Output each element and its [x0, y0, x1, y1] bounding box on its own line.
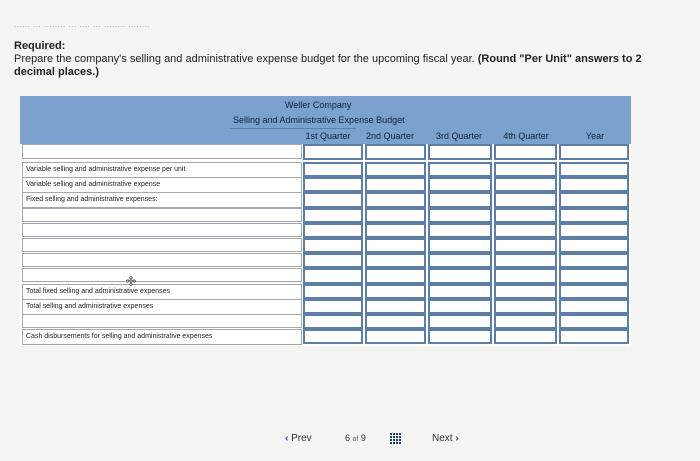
amount-input-r13-q1[interactable] [303, 329, 363, 344]
total-pages: 9 [360, 433, 366, 443]
pagination [277, 428, 487, 450]
fixed-expense-name-input-1[interactable] [22, 208, 302, 222]
amount-input-r2-q3[interactable] [428, 162, 492, 177]
amount-input-r5-year[interactable] [559, 208, 629, 223]
amount-input-r6-q4[interactable] [494, 223, 557, 238]
amount-input-r1-q2[interactable] [365, 144, 426, 160]
amount-input-r5-q4[interactable] [494, 208, 557, 223]
amount-input-r4-q3[interactable] [428, 192, 492, 208]
amount-input-r7-q1[interactable] [303, 238, 363, 253]
col-header-year: Year [585, 131, 605, 141]
amount-input-r8-q1[interactable] [303, 253, 363, 268]
budget-title: Selling and Administrative Expense Budget [233, 115, 405, 125]
amount-input-r8-q3[interactable] [428, 253, 492, 268]
amount-input-r12-year[interactable] [559, 314, 629, 329]
grid-icon[interactable] [390, 433, 401, 444]
amount-input-r12-q1[interactable] [303, 314, 363, 329]
amount-input-r5-q2[interactable] [365, 208, 426, 223]
fixed-expense-name-input-5[interactable] [22, 268, 302, 282]
amount-input-r10-q2[interactable] [365, 284, 426, 299]
company-name: Weller Company [285, 100, 352, 110]
amount-input-r9-q3[interactable] [428, 268, 492, 284]
amount-input-r13-q4[interactable] [494, 329, 557, 344]
amount-input-r11-q3[interactable] [428, 299, 492, 314]
amount-input-r4-q2[interactable] [365, 192, 426, 208]
fixed-expense-name-input-3[interactable] [22, 238, 302, 252]
amount-input-r3-year[interactable] [559, 177, 629, 192]
amount-input-r13-year[interactable] [559, 329, 629, 344]
amount-input-r7-year[interactable] [559, 238, 629, 253]
amount-input-r6-q1[interactable] [303, 223, 363, 238]
amount-input-r1-q4[interactable] [494, 144, 557, 160]
row-label-variable-per-unit: Variable selling and administrative expense per unit [22, 162, 302, 178]
current-page: 6 [345, 433, 351, 443]
next-button[interactable] [432, 433, 459, 444]
instruction-text: Prepare the company's selling and administrative expense budget for the upcoming fiscal year. [14, 53, 475, 65]
amount-input-r9-q2[interactable] [365, 268, 426, 284]
cropped-top-text: ...... ... ........ ... .... ... ........ ........ [14, 20, 151, 29]
fixed-expense-name-input-2[interactable] [22, 223, 302, 237]
amount-input-r1-year[interactable] [559, 144, 629, 160]
header-divider [230, 128, 356, 129]
amount-input-r6-year[interactable] [559, 223, 629, 238]
row-label-total-expenses: Total selling and administrative expenses [22, 299, 302, 315]
col-header-q3: 3rd Quarter [435, 131, 483, 141]
amount-input-r11-q4[interactable] [494, 299, 557, 314]
amount-input-r5-q3[interactable] [428, 208, 492, 223]
amount-input-r4-year[interactable] [559, 192, 629, 208]
amount-input-r3-q2[interactable] [365, 177, 426, 192]
amount-input-r8-q2[interactable] [365, 253, 426, 268]
amount-input-r6-q3[interactable] [428, 223, 492, 238]
page-of: of [352, 436, 359, 443]
blank-row-label-1 [22, 144, 302, 159]
amount-input-r13-q3[interactable] [428, 329, 492, 344]
amount-input-r2-q1[interactable] [303, 162, 363, 177]
table-header [20, 96, 631, 144]
amount-input-r9-q1[interactable] [303, 268, 363, 284]
amount-input-r3-q4[interactable] [494, 177, 557, 192]
amount-input-r10-q3[interactable] [428, 284, 492, 299]
required-heading: Required: [14, 40, 66, 52]
amount-input-r6-q2[interactable] [365, 223, 426, 238]
amount-input-r7-q2[interactable] [365, 238, 426, 253]
next-label: Next [432, 433, 453, 444]
amount-input-r10-year[interactable] [559, 284, 629, 299]
col-header-q2: 2nd Quarter [365, 131, 415, 141]
amount-input-r4-q4[interactable] [494, 192, 557, 208]
row-label-total-fixed: Total fixed selling and administrative expenses [22, 284, 302, 300]
amount-input-r3-q1[interactable] [303, 177, 363, 192]
amount-input-r8-q4[interactable] [494, 253, 557, 268]
amount-input-r11-q1[interactable] [303, 299, 363, 314]
amount-input-r5-q1[interactable] [303, 208, 363, 223]
blank-row-label-2 [22, 314, 302, 328]
row-label-cash-disbursements: Cash disbursements for selling and administrative expenses [22, 329, 302, 345]
amount-input-r10-q4[interactable] [494, 284, 557, 299]
row-label-fixed-expenses: Fixed selling and administrative expenses: [22, 192, 302, 208]
amount-input-r7-q3[interactable] [428, 238, 492, 253]
prev-button[interactable] [285, 433, 312, 444]
amount-input-r11-q2[interactable] [365, 299, 426, 314]
required-instructions [14, 53, 654, 79]
col-header-q4: 4th Quarter [503, 131, 549, 141]
move-cursor-icon [126, 276, 136, 286]
amount-input-r1-q3[interactable] [428, 144, 492, 160]
budget-table [20, 96, 631, 346]
amount-input-r1-q1[interactable] [303, 144, 363, 160]
rounding-note: (Round "Per Unit" answers to 2 decimal places.) [14, 53, 642, 78]
amount-input-r7-q4[interactable] [494, 238, 557, 253]
amount-input-r11-year[interactable] [559, 299, 629, 314]
prev-label: Prev [291, 433, 312, 444]
amount-input-r4-q1[interactable] [303, 192, 363, 208]
page-indicator [345, 433, 366, 443]
amount-input-r9-year[interactable] [559, 268, 629, 284]
amount-input-r2-year[interactable] [559, 162, 629, 177]
chevron-left-icon: ‹ [285, 433, 289, 444]
chevron-right-icon: › [455, 433, 459, 444]
amount-input-r12-q3[interactable] [428, 314, 492, 329]
amount-input-r12-q4[interactable] [494, 314, 557, 329]
amount-input-r2-q2[interactable] [365, 162, 426, 177]
amount-input-r10-q1[interactable] [303, 284, 363, 299]
col-header-q1: 1st Quarter [305, 131, 351, 141]
amount-input-r2-q4[interactable] [494, 162, 557, 177]
amount-input-r13-q2[interactable] [365, 329, 426, 344]
fixed-expense-name-input-4[interactable] [22, 253, 302, 267]
amount-input-r9-q4[interactable] [494, 268, 557, 284]
amount-input-r12-q2[interactable] [365, 314, 426, 329]
amount-input-r3-q3[interactable] [428, 177, 492, 192]
row-label-variable-expense: Variable selling and administrative expense [22, 177, 302, 193]
amount-input-r8-year[interactable] [559, 253, 629, 268]
